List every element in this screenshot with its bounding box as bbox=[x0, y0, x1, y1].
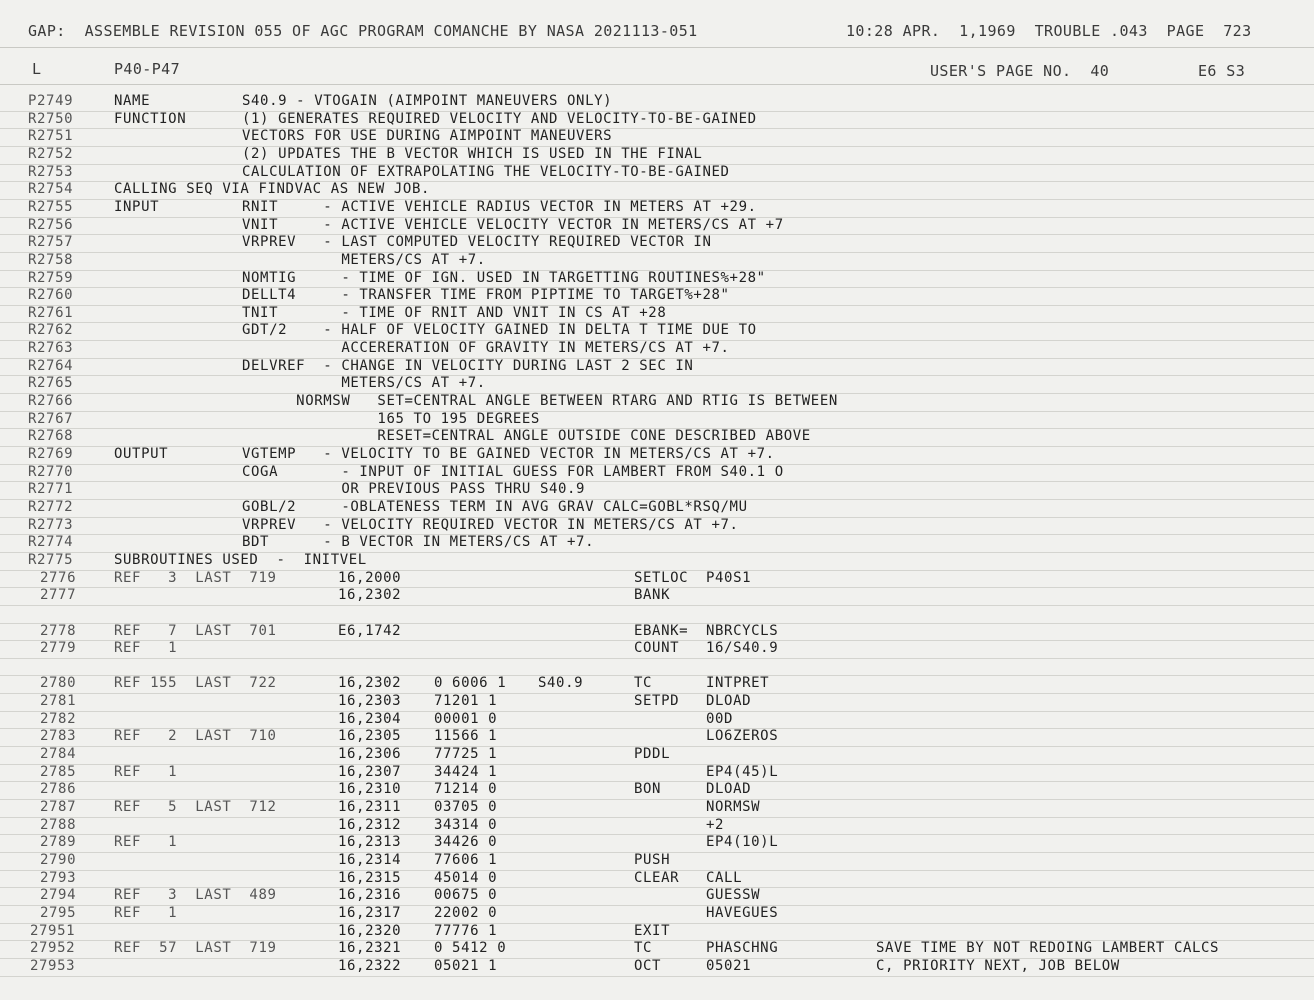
line-number: R2774 bbox=[28, 534, 74, 551]
remark-text: NORMSW SET=CENTRAL ANGLE BETWEEN RTARG AND RTIG IS BETWEEN bbox=[242, 393, 838, 410]
line-number: R2758 bbox=[28, 251, 74, 268]
memory-address: 16,2321 bbox=[338, 940, 402, 957]
listing-type: L bbox=[32, 60, 42, 78]
remark-line bbox=[0, 446, 1314, 465]
operand: EP4(45)L bbox=[706, 763, 779, 780]
octal-word: 77776 1 bbox=[434, 922, 498, 939]
remark-text: GDT/2 - HALF OF VELOCITY GAINED IN DELTA T TIME DUE TO bbox=[242, 322, 757, 339]
line-number: R2765 bbox=[28, 375, 74, 392]
line-number: 2782 bbox=[40, 710, 77, 727]
line-number: R2755 bbox=[28, 198, 74, 215]
user-page-number: USER'S PAGE NO. 40 bbox=[930, 62, 1110, 80]
memory-address: 16,2315 bbox=[338, 869, 402, 886]
octal-word: 34314 0 bbox=[434, 816, 498, 833]
remark-line bbox=[0, 128, 1314, 147]
memory-address: 16,2312 bbox=[338, 816, 402, 833]
remark-text: DELVREF - CHANGE IN VELOCITY DURING LAST 2 SEC IN bbox=[242, 357, 694, 374]
line-number: 2789 bbox=[40, 834, 77, 851]
reference-count: REF 7 LAST 701 bbox=[114, 622, 277, 639]
line-number: R2770 bbox=[28, 463, 74, 480]
line-number: 2784 bbox=[40, 746, 77, 763]
memory-address: 16,2304 bbox=[338, 710, 402, 727]
remark-label: CALLING SEQ VIA FINDVAC AS NEW JOB. bbox=[114, 181, 431, 198]
code-line bbox=[0, 923, 1314, 942]
code-line bbox=[0, 640, 1314, 659]
octal-word: 0 6006 1 bbox=[434, 675, 507, 692]
opcode: CLEAR bbox=[634, 869, 680, 886]
header-rule bbox=[0, 47, 1314, 48]
operand: 16/S40.9 bbox=[706, 640, 779, 657]
section-code: E6 S3 bbox=[1198, 62, 1246, 80]
reference-count: REF 1 bbox=[114, 640, 178, 657]
reference-count: REF 3 LAST 719 bbox=[114, 569, 277, 586]
opcode: BON bbox=[634, 781, 662, 798]
code-line bbox=[0, 675, 1314, 694]
operand: 05021 bbox=[706, 957, 752, 974]
remark-line bbox=[0, 111, 1314, 130]
remark-line bbox=[0, 93, 1314, 112]
operand: GUESSW bbox=[706, 887, 761, 904]
remark-text: VGTEMP - VELOCITY TO BE GAINED VECTOR IN METERS/CS AT +7. bbox=[242, 446, 775, 462]
line-number: R2754 bbox=[28, 181, 74, 198]
code-line bbox=[0, 834, 1314, 853]
octal-word: 03705 0 bbox=[434, 799, 498, 815]
operand: DLOAD bbox=[706, 693, 752, 710]
remark-text: NOMTIG - TIME OF IGN. USED IN TARGETTING ROUTINES%+28" bbox=[242, 269, 766, 286]
octal-word: 34426 0 bbox=[434, 834, 498, 851]
code-line bbox=[0, 817, 1314, 836]
opcode: BANK bbox=[634, 587, 671, 604]
remark-line bbox=[0, 217, 1314, 236]
opcode: PDDL bbox=[634, 746, 671, 763]
remark-text: VECTORS FOR USE DURING AIMPOINT MANEUVERS bbox=[242, 128, 613, 145]
operand: CALL bbox=[706, 869, 743, 886]
octal-word: 05021 1 bbox=[434, 957, 498, 974]
remark-line bbox=[0, 499, 1314, 518]
line-number: P2749 bbox=[28, 93, 74, 109]
line-number: 2780 bbox=[40, 675, 77, 692]
remark-line bbox=[0, 428, 1314, 447]
octal-word: 22002 0 bbox=[434, 904, 498, 921]
remark-line bbox=[0, 340, 1314, 359]
operand: 00D bbox=[706, 710, 734, 727]
code-line bbox=[0, 746, 1314, 765]
code-line bbox=[0, 852, 1314, 871]
memory-address: E6,1742 bbox=[338, 622, 402, 639]
line-number: R2751 bbox=[28, 128, 74, 145]
operand: LO6ZEROS bbox=[706, 728, 779, 745]
line-number: 27953 bbox=[30, 957, 76, 974]
line-number: R2771 bbox=[28, 481, 74, 498]
line-number: 27952 bbox=[30, 940, 76, 957]
remark-text: 165 TO 195 DEGREES bbox=[242, 410, 540, 427]
memory-address: 16,2320 bbox=[338, 922, 402, 939]
opcode: EBANK= bbox=[634, 622, 689, 639]
operand: P40S1 bbox=[706, 569, 752, 586]
code-comment: C, PRIORITY NEXT, JOB BELOW bbox=[876, 957, 1120, 974]
octal-word: 71201 1 bbox=[434, 693, 498, 710]
remark-text: VNIT - ACTIVE VEHICLE VELOCITY VECTOR IN METERS/CS AT +7 bbox=[242, 216, 784, 233]
label-tag: S40.9 bbox=[538, 675, 584, 692]
octal-word: 0 5412 0 bbox=[434, 940, 507, 957]
code-line bbox=[0, 905, 1314, 924]
reference-count: REF 1 bbox=[114, 834, 178, 851]
reference-count: REF 3 LAST 489 bbox=[114, 887, 277, 904]
reference-count: REF 155 LAST 722 bbox=[114, 675, 277, 692]
code-line bbox=[0, 693, 1314, 712]
memory-address: 16,2307 bbox=[338, 763, 402, 780]
remark-label: INPUT bbox=[114, 198, 160, 215]
reference-count: REF 2 LAST 710 bbox=[114, 728, 277, 745]
remark-text: DELLT4 - TRANSFER TIME FROM PIPTIME TO TARGET%+28" bbox=[242, 287, 730, 304]
remark-text: COGA - INPUT OF INITIAL GUESS FOR LAMBERT FROM S40.1 O bbox=[242, 463, 784, 480]
line-number: 2793 bbox=[40, 869, 77, 886]
opcode: OCT bbox=[634, 957, 662, 974]
remark-text: (1) GENERATES REQUIRED VELOCITY AND VELOCITY-TO-BE-GAINED bbox=[242, 110, 757, 127]
memory-address: 16,2000 bbox=[338, 569, 402, 586]
memory-address: 16,2306 bbox=[338, 746, 402, 763]
remark-line bbox=[0, 464, 1314, 483]
remark-text: (2) UPDATES THE B VECTOR WHICH IS USED IN THE FINAL bbox=[242, 145, 703, 162]
operand: EP4(10)L bbox=[706, 834, 779, 851]
remark-line bbox=[0, 164, 1314, 183]
remark-line bbox=[0, 199, 1314, 218]
line-number: R2761 bbox=[28, 304, 74, 321]
line-number: R2752 bbox=[28, 145, 74, 162]
reference-count: REF 1 bbox=[114, 904, 178, 921]
opcode: TC bbox=[634, 675, 653, 692]
octal-word: 34424 1 bbox=[434, 763, 498, 780]
code-line bbox=[0, 623, 1314, 642]
remark-label: OUTPUT bbox=[114, 446, 169, 462]
remark-text: CALCULATION OF EXTRAPOLATING THE VELOCITY-TO-BE-GAINED bbox=[242, 163, 730, 180]
remark-line bbox=[0, 517, 1314, 536]
blank-line bbox=[0, 658, 1314, 677]
page-subheader bbox=[0, 54, 1314, 84]
remark-line bbox=[0, 375, 1314, 394]
remark-line bbox=[0, 181, 1314, 200]
line-number: R2768 bbox=[28, 428, 74, 445]
remark-line bbox=[0, 552, 1314, 571]
remark-label: SUBROUTINES USED - INITVEL bbox=[114, 551, 367, 568]
remark-line bbox=[0, 252, 1314, 271]
memory-address: 16,2302 bbox=[338, 675, 402, 692]
line-number: R2762 bbox=[28, 322, 74, 339]
line-number: 2788 bbox=[40, 816, 77, 833]
code-line bbox=[0, 799, 1314, 818]
memory-address: 16,2311 bbox=[338, 799, 402, 815]
memory-address: 16,2313 bbox=[338, 834, 402, 851]
opcode: EXIT bbox=[634, 922, 671, 939]
line-number: R2753 bbox=[28, 163, 74, 180]
code-comment: SAVE TIME BY NOT REDOING LAMBERT CALCS bbox=[876, 940, 1220, 957]
line-number: R2766 bbox=[28, 393, 74, 410]
code-line bbox=[0, 781, 1314, 800]
remark-text: RESET=CENTRAL ANGLE OUTSIDE CONE DESCRIBED ABOVE bbox=[242, 428, 811, 445]
line-number: R2764 bbox=[28, 357, 74, 374]
operand: NORMSW bbox=[706, 799, 761, 815]
octal-word: 45014 0 bbox=[434, 869, 498, 886]
remark-text: OR PREVIOUS PASS THRU S40.9 bbox=[242, 481, 586, 498]
operand: HAVEGUES bbox=[706, 904, 779, 921]
remark-line bbox=[0, 305, 1314, 324]
code-line bbox=[0, 728, 1314, 747]
remark-line bbox=[0, 287, 1314, 306]
line-number: 2795 bbox=[40, 904, 77, 921]
line-number: R2750 bbox=[28, 110, 74, 127]
line-number: R2756 bbox=[28, 216, 74, 233]
memory-address: 16,2305 bbox=[338, 728, 402, 745]
subheader-rule bbox=[0, 84, 1314, 85]
memory-address: 16,2316 bbox=[338, 887, 402, 904]
octal-word: 00001 0 bbox=[434, 710, 498, 727]
line-number: 2790 bbox=[40, 851, 77, 868]
remark-line bbox=[0, 270, 1314, 289]
remark-label: NAME bbox=[114, 93, 151, 109]
line-number: 2778 bbox=[40, 622, 77, 639]
remark-line bbox=[0, 534, 1314, 553]
line-number: 2779 bbox=[40, 640, 77, 657]
octal-word: 00675 0 bbox=[434, 887, 498, 904]
memory-address: 16,2303 bbox=[338, 693, 402, 710]
remark-text: RNIT - ACTIVE VEHICLE RADIUS VECTOR IN METERS AT +29. bbox=[242, 198, 757, 215]
line-number: R2773 bbox=[28, 516, 74, 533]
line-number: 2794 bbox=[40, 887, 77, 904]
reference-count: REF 57 LAST 719 bbox=[114, 940, 277, 957]
operand: INTPRET bbox=[706, 675, 770, 692]
line-number: R2763 bbox=[28, 340, 74, 357]
remark-text: S40.9 - VTOGAIN (AIMPOINT MANEUVERS ONLY) bbox=[242, 93, 613, 109]
memory-address: 16,2314 bbox=[338, 851, 402, 868]
reference-count: REF 5 LAST 712 bbox=[114, 799, 277, 815]
remark-text: METERS/CS AT +7. bbox=[242, 375, 486, 392]
octal-word: 11566 1 bbox=[434, 728, 498, 745]
line-number: R2759 bbox=[28, 269, 74, 286]
operand: PHASCHNG bbox=[706, 940, 779, 957]
memory-address: 16,2317 bbox=[338, 904, 402, 921]
code-line bbox=[0, 570, 1314, 589]
operand: +2 bbox=[706, 816, 725, 833]
page-header bbox=[0, 0, 1314, 54]
remark-label: FUNCTION bbox=[114, 110, 187, 127]
code-line bbox=[0, 940, 1314, 959]
line-number: 2787 bbox=[40, 799, 77, 815]
remark-line bbox=[0, 481, 1314, 500]
memory-address: 16,2322 bbox=[338, 957, 402, 974]
reference-count: REF 1 bbox=[114, 763, 178, 780]
operand: DLOAD bbox=[706, 781, 752, 798]
remark-text: VRPREV - VELOCITY REQUIRED VECTOR IN METERS/CS AT +7. bbox=[242, 516, 739, 533]
line-number: 2786 bbox=[40, 781, 77, 798]
line-number: R2767 bbox=[28, 410, 74, 427]
remark-line bbox=[0, 411, 1314, 430]
line-number: R2775 bbox=[28, 551, 74, 568]
line-number: 2777 bbox=[40, 587, 77, 604]
code-line bbox=[0, 587, 1314, 606]
blank-line bbox=[0, 605, 1314, 624]
program-range: P40-P47 bbox=[114, 60, 181, 78]
line-number: 2781 bbox=[40, 693, 77, 710]
line-number: R2772 bbox=[28, 498, 74, 515]
opcode: COUNT bbox=[634, 640, 680, 657]
code-line bbox=[0, 870, 1314, 889]
memory-address: 16,2310 bbox=[338, 781, 402, 798]
code-line bbox=[0, 764, 1314, 783]
line-number: R2769 bbox=[28, 446, 74, 462]
remark-text: METERS/CS AT +7. bbox=[242, 251, 486, 268]
remark-line bbox=[0, 322, 1314, 341]
remark-line bbox=[0, 358, 1314, 377]
line-number: R2757 bbox=[28, 234, 74, 251]
opcode: TC bbox=[634, 940, 653, 957]
octal-word: 71214 0 bbox=[434, 781, 498, 798]
octal-word: 77606 1 bbox=[434, 851, 498, 868]
line-number: 2783 bbox=[40, 728, 77, 745]
opcode: SETLOC bbox=[634, 569, 689, 586]
memory-address: 16,2302 bbox=[338, 587, 402, 604]
remark-line bbox=[0, 393, 1314, 412]
remark-text: BDT - B VECTOR IN METERS/CS AT +7. bbox=[242, 534, 595, 551]
remark-text: GOBL/2 -OBLATENESS TERM IN AVG GRAV CALC=GOBL*RSQ/MU bbox=[242, 498, 748, 515]
remark-line bbox=[0, 146, 1314, 165]
header-date-page: 10:28 APR. 1,1969 TROUBLE .043 PAGE 723 bbox=[846, 22, 1252, 40]
code-line bbox=[0, 887, 1314, 906]
code-line bbox=[0, 711, 1314, 730]
line-number: 2785 bbox=[40, 763, 77, 780]
opcode: SETPD bbox=[634, 693, 680, 710]
octal-word: 77725 1 bbox=[434, 746, 498, 763]
line-number: 2776 bbox=[40, 569, 77, 586]
remark-text: ACCERERATION OF GRAVITY IN METERS/CS AT +7. bbox=[242, 340, 730, 357]
header-title: GAP: ASSEMBLE REVISION 055 OF AGC PROGRAM COMANCHE BY NASA 2021113-051 bbox=[28, 22, 698, 40]
operand: NBRCYCLS bbox=[706, 622, 779, 639]
remark-line bbox=[0, 234, 1314, 253]
opcode: PUSH bbox=[634, 851, 671, 868]
remark-text: TNIT - TIME OF RNIT AND VNIT IN CS AT +28 bbox=[242, 304, 667, 321]
code-line bbox=[0, 958, 1314, 977]
line-number: R2760 bbox=[28, 287, 74, 304]
line-number: 27951 bbox=[30, 922, 76, 939]
remark-text: VRPREV - LAST COMPUTED VELOCITY REQUIRED VECTOR IN bbox=[242, 234, 712, 251]
